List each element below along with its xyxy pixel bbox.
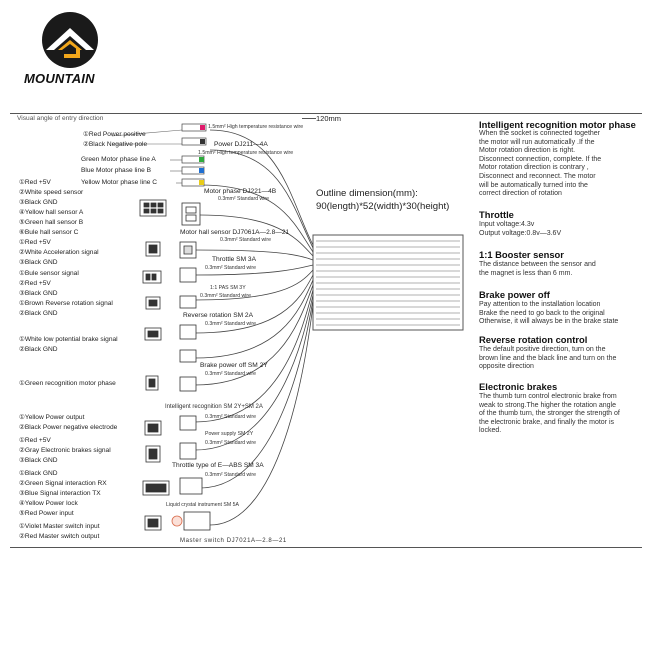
label-recognition-green: ①Green recognition motor phase — [19, 380, 116, 387]
wire-spec-power-2: 1.5mm² High temperature resistance wire — [198, 150, 294, 156]
wire-spec-recognition: 0.3mm² Standard wire — [205, 414, 257, 420]
wire-spec-brake: 0.3mm² Standard wire — [205, 371, 257, 377]
conn-recognition: Intelligent recognition SM 2Y+SM 2A — [165, 404, 263, 410]
wire-spec-reverse: 0.3mm² Standard wire — [205, 321, 257, 327]
label-power-negative: ②Black Power negative electrode — [19, 424, 118, 431]
label-ebrake-gray: ②Gray Electronic brakes signal — [19, 447, 111, 454]
wire-spec-ebrake: 0.3mm² Standard wire — [205, 472, 257, 478]
label-hall-b: ⑤Green hall sensor B — [19, 219, 84, 226]
hall-connectors — [140, 200, 200, 225]
section-body-brake: Pay attention to the installation location Brake the need to go back to the original Otherwise, it will always be in the brake state — [479, 301, 619, 326]
section-body-recognition: When the socket is connected together the motor will run automatically .If the Motor rotation direction is right. Disconnect connection, complete. If the Motor rotation direction is contrary , Disconnect and reconnect. The motor will be automatically turned into the correct direction of rotation — [479, 130, 602, 198]
conn-power-supply: Power supply SM 2Y — [205, 431, 254, 437]
label-brake-white: ①White low potential brake signal — [19, 336, 118, 343]
section-title-brake: Brake power off — [479, 289, 550, 300]
section-title-booster: 1:1 Booster sensor — [479, 249, 564, 260]
section-title-reverse: Reverse rotation control — [479, 334, 588, 345]
section-title-throttle: Throttle — [479, 209, 514, 220]
label-power-black: ②Black Negative pole — [83, 141, 148, 148]
label-reverse-brown: ①Brown Reverse rotation signal — [19, 300, 113, 307]
label-lcd-gnd: ①Black GND — [19, 470, 58, 477]
label-throttle-signal: ②White Acceleration signal — [19, 249, 99, 256]
small-connectors — [143, 242, 169, 530]
section-body-booster: The distance between the sensor and the magnet is less than 6 mm. — [479, 261, 596, 277]
label-phase-a: Green Motor phase line A — [81, 156, 156, 163]
conn-brake: Brake power off SM 2Y — [200, 362, 268, 369]
conn-motor-phase: Motor phase DJ221—4B — [204, 188, 277, 195]
section-body-reverse: The default positive direction, turn on the brown line and the black line and turn on the opposite direction — [479, 346, 617, 371]
section-title-ebrakes: Electronic brakes — [479, 381, 558, 392]
label-pas-red: ②Red +5V — [19, 280, 51, 287]
label-lcd-power: ⑤Red Power input — [19, 510, 74, 517]
brand-name: MOUNTAIN — [24, 71, 95, 86]
conn-power: Power DJ211—4A — [214, 141, 268, 148]
section-body-throttle: Input voltage:4.3v Output voltage:0.8v—3.6V — [479, 221, 562, 237]
label-reverse-gnd: ②Black GND — [19, 310, 58, 317]
conn-hall: Motor hall sensor DJ7061A—2.8—21 — [180, 229, 290, 236]
outline-title: Outline dimension(mm): — [316, 188, 418, 199]
label-lcd-rx: ②Green Signal interaction RX — [19, 480, 107, 487]
label-pas-signal: ①Bule sensor signal — [19, 270, 79, 277]
conn-master-switch: Master switch DJ7021A—2.8—21 — [180, 538, 287, 544]
label-lcd-lock: ④Yellow Power lock — [19, 500, 78, 507]
label-phase-c: Yellow Motor phase line C — [81, 179, 157, 186]
conn-reverse: Reverse rotation SM 2A — [183, 312, 253, 319]
label-power-red: ①Red Power positive — [83, 131, 146, 138]
label-ebrake-red: ①Red +5V — [19, 437, 51, 444]
label-hall-a: ④Yellow hall sensor A — [19, 209, 84, 216]
label-hall-c: ⑥Bule hall sensor C — [19, 229, 79, 236]
conn-lcd: Liquid crystal instrument SM 5A — [166, 502, 239, 508]
wire-spec-pas: 0.3mm² Standard wire — [200, 293, 252, 299]
label-power-output: ①Yellow Power output — [19, 414, 85, 421]
label-switch-output: ②Red Master switch output — [19, 533, 100, 540]
dimension-mark: 120mm — [316, 114, 342, 123]
label-lcd-tx: ③Blue Signal interaction TX — [19, 490, 101, 497]
controller-box — [313, 235, 463, 330]
label-throttle-gnd: ③Black GND — [19, 259, 58, 266]
master-switch-lamp — [172, 516, 182, 526]
label-ebrake-gnd: ③Black GND — [19, 457, 58, 464]
label-throttle-red: ①Red +5V — [19, 239, 51, 246]
conn-ebrake: Throttle type of E—ABS SM 3A — [172, 462, 264, 469]
wire-spec-phase: 0.3mm² Standard wire — [218, 196, 270, 202]
wire-spec-throttle: 0.3mm² Standard wire — [205, 265, 257, 271]
label-brake-gnd: ②Black GND — [19, 346, 58, 353]
label-hall-red: ①Red +5V — [19, 179, 51, 186]
conn-pas: 1:1 PAS SM 3Y — [210, 285, 246, 291]
power-connector — [182, 124, 206, 145]
outline-size: 90(length)*52(width)*30(height) — [316, 201, 450, 212]
section-body-ebrakes: The thumb turn control electronic brake from weak to strong.The higher the rotation angle of the thumb turn, the stronger the strength of the electronic brake, and finally the motor is locked. — [479, 393, 620, 435]
wire-spec-hall: 0.3mm² Standard wire — [220, 237, 272, 243]
wire-spec-power-1: 1.5mm² High temperature resistance wire — [208, 124, 304, 130]
label-pas-gnd: ③Black GND — [19, 290, 58, 297]
label-hall-gnd: ③Black GND — [19, 199, 58, 206]
label-speed-sensor: ②White speed sensor — [19, 189, 84, 196]
conn-throttle: Throttle SM 3A — [212, 256, 256, 263]
motor-phase-connector — [182, 156, 204, 186]
label-switch-input: ①Violet Master switch input — [19, 523, 100, 530]
section-title-recognition: Intelligent recognition motor phase — [479, 119, 636, 130]
label-phase-b: Blue Motor phase line B — [81, 167, 152, 174]
wire-spec-supply: 0.3mm² Standard wire — [205, 440, 257, 446]
harness-plugs — [180, 242, 210, 530]
visual-angle-label: Visual angle of entry direction — [17, 115, 104, 122]
